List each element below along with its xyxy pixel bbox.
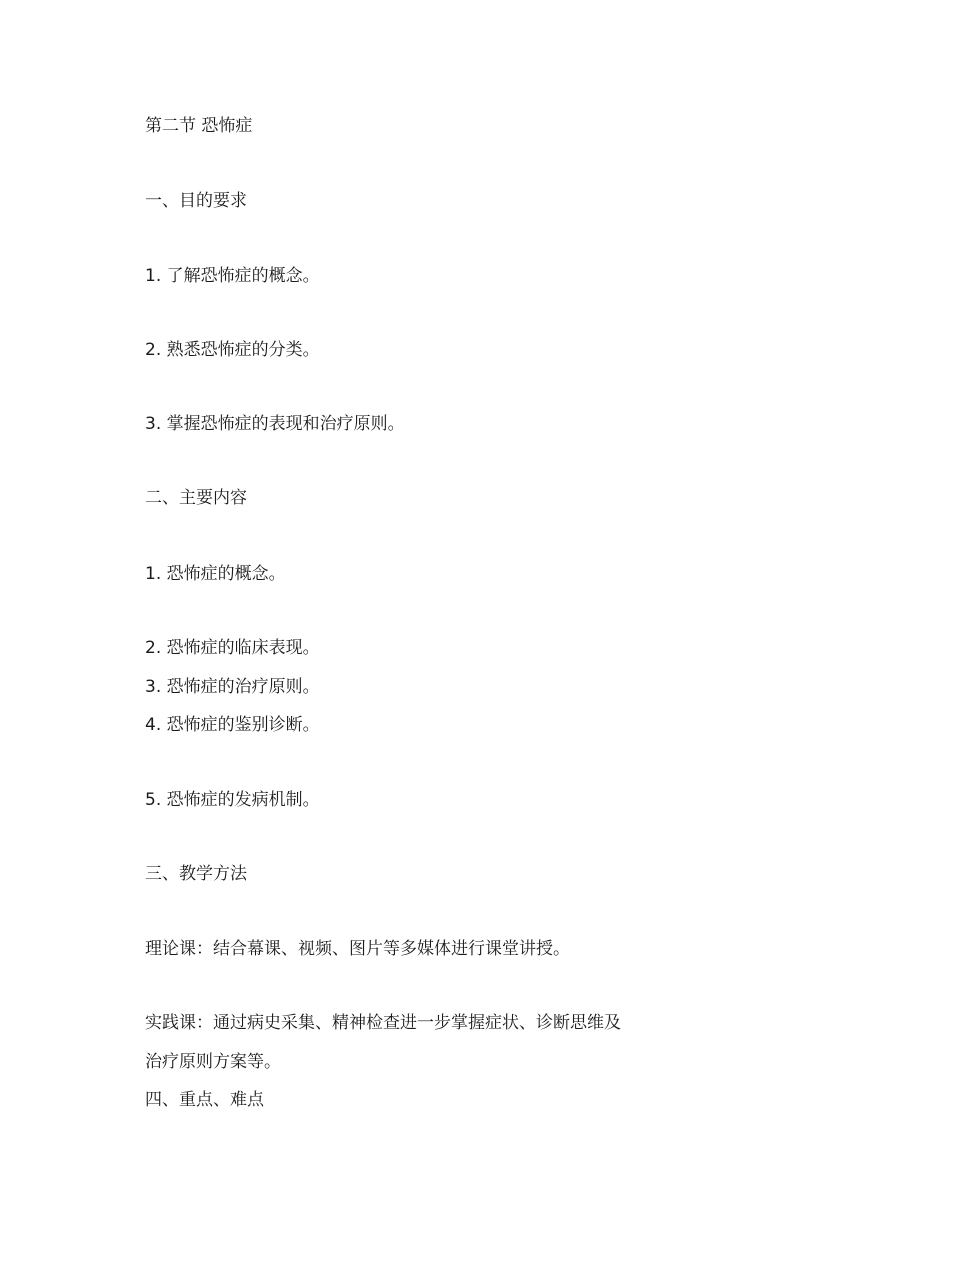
content-item: 3. 恐怖症的治疗原则。	[145, 677, 320, 697]
method-practice-line2: 治疗原则方案等。	[145, 1052, 281, 1072]
content-item: 1. 恐怖症的概念。	[145, 564, 286, 584]
method-practice-line1: 实践课：通过病史采集、精神检查进一步掌握症状、诊断思维及	[145, 1013, 621, 1033]
content-item: 2. 恐怖症的临床表现。	[145, 638, 320, 658]
method-theory: 理论课：结合幕课、视频、图片等多媒体进行课堂讲授。	[145, 939, 570, 959]
section-heading-content: 二、主要内容	[145, 488, 247, 508]
content-item: 5. 恐怖症的发病机制。	[145, 790, 320, 810]
content-item: 4. 恐怖症的鉴别诊断。	[145, 715, 320, 735]
section-heading-methods: 三、教学方法	[145, 864, 247, 884]
section-heading-objectives: 一、目的要求	[145, 191, 247, 211]
objective-item: 1. 了解恐怖症的概念。	[145, 266, 320, 286]
section-heading-key-points: 四、重点、难点	[145, 1090, 264, 1110]
objective-item: 2. 熟悉恐怖症的分类。	[145, 340, 320, 360]
objective-item: 3. 掌握恐怖症的表现和治疗原则。	[145, 414, 405, 434]
document-title: 第二节 恐怖症	[145, 116, 253, 136]
